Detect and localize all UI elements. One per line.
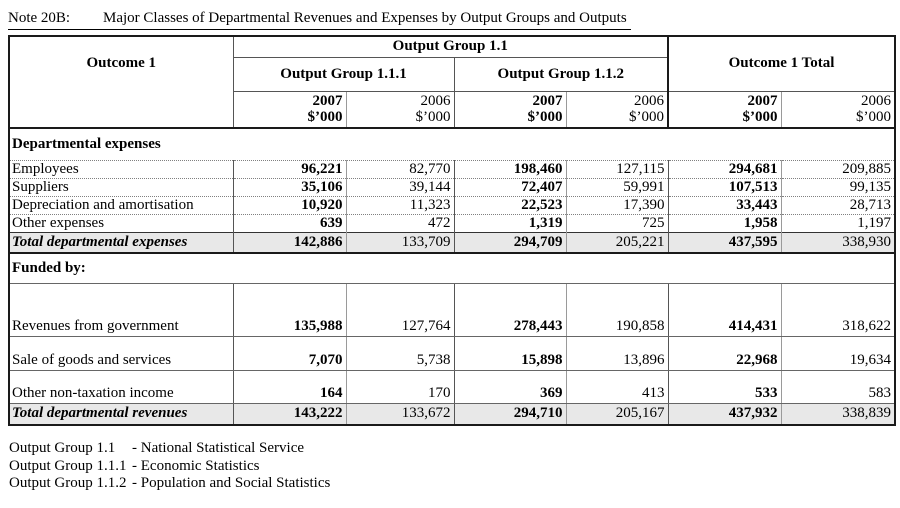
value-cell: 127,115	[566, 161, 668, 179]
value-cell: 22,523	[454, 197, 566, 215]
value-cell: 7,070	[233, 337, 346, 371]
value-cell: 127,764	[346, 284, 454, 337]
value-cell: 143,222	[233, 404, 346, 425]
footnote-label: Output Group 1.1.1	[9, 457, 127, 474]
value-cell: 82,770	[346, 161, 454, 179]
value-cell: 5,738	[346, 337, 454, 371]
table-row-other-expenses	[9, 215, 895, 233]
value-cell: 338,839	[781, 404, 895, 425]
value-cell: 209,885	[781, 161, 895, 179]
page-title	[8, 9, 631, 30]
year-header-cell	[781, 91, 895, 128]
header-subgroup-2: Output Group 1.1.2	[454, 57, 668, 91]
section-heading-funded-by: Funded by:	[9, 253, 895, 284]
value-cell: 472	[346, 215, 454, 233]
value-cell: 278,443	[454, 284, 566, 337]
year-label: 2006	[861, 92, 891, 109]
value-cell: 170	[346, 371, 454, 404]
footnote-text: - National Statistical Service	[132, 440, 305, 456]
footnote-label: Output Group 1.1.2	[9, 475, 127, 491]
value-cell: 72,407	[454, 179, 566, 197]
value-cell: 133,709	[346, 233, 454, 253]
row-label: Total departmental expenses	[9, 233, 233, 253]
value-cell: 414,431	[668, 284, 781, 337]
value-cell: 107,513	[668, 179, 781, 197]
value-cell: 639	[233, 215, 346, 233]
table-row-total-revenues	[9, 404, 895, 425]
value-cell: 1,958	[668, 215, 781, 233]
footnote-line	[9, 475, 330, 493]
table-row-other-non-taxation-income	[9, 371, 895, 404]
value-cell: 338,930	[781, 233, 895, 253]
year-label: 2007	[532, 92, 563, 109]
section-heading-expenses: Departmental expenses	[9, 128, 895, 161]
value-cell: 198,460	[454, 161, 566, 179]
unit-label: $’000	[527, 108, 563, 125]
value-cell: 133,672	[346, 404, 454, 425]
value-cell: 294,709	[454, 233, 566, 253]
table-row-suppliers	[9, 179, 895, 197]
year-header-cell	[346, 91, 454, 128]
value-cell: 413	[566, 371, 668, 404]
year-label: 2006	[634, 92, 664, 109]
value-cell: 205,167	[566, 404, 668, 425]
value-cell: 437,932	[668, 404, 781, 425]
value-cell: 13,896	[566, 337, 668, 371]
row-label: Other non-taxation income	[9, 371, 233, 404]
table-row-total-expenses	[9, 233, 895, 253]
value-cell: 725	[566, 215, 668, 233]
year-header-cell	[233, 91, 346, 128]
value-cell: 59,991	[566, 179, 668, 197]
footnote-line	[9, 458, 330, 476]
value-cell: 142,886	[233, 233, 346, 253]
value-cell: 15,898	[454, 337, 566, 371]
unit-label: $’000	[629, 108, 664, 125]
value-cell: 369	[454, 371, 566, 404]
row-label: Other expenses	[9, 215, 233, 233]
title-note: Note 20B:	[8, 10, 71, 26]
value-cell: 35,106	[233, 179, 346, 197]
value-cell: 437,595	[668, 233, 781, 253]
value-cell: 1,197	[781, 215, 895, 233]
header-row-group	[9, 36, 895, 57]
unit-label: $’000	[307, 108, 343, 125]
section-row-expenses	[9, 128, 895, 161]
title-text: Major Classes of Departmental Revenues and Expenses by Output Groups and Outputs	[103, 10, 627, 26]
value-cell: 39,144	[346, 179, 454, 197]
table-row-revenues-government	[9, 284, 895, 337]
table-row-employees	[9, 161, 895, 179]
table-row-depreciation	[9, 197, 895, 215]
unit-label: $’000	[856, 108, 891, 125]
row-label: Total departmental revenues	[9, 404, 233, 425]
unit-label: $’000	[415, 108, 451, 125]
value-cell: 135,988	[233, 284, 346, 337]
value-cell: 1,319	[454, 215, 566, 233]
value-cell: 164	[233, 371, 346, 404]
value-cell: 583	[781, 371, 895, 404]
footnote-text: - Economic Statistics	[132, 457, 260, 474]
row-label: Depreciation and amortisation	[9, 197, 233, 215]
row-label: Suppliers	[9, 179, 233, 197]
year-header-cell	[668, 91, 781, 128]
footnote-text: - Population and Social Statistics	[132, 475, 331, 491]
year-label: 2007	[747, 92, 778, 109]
value-cell: 318,622	[781, 284, 895, 337]
section-row-funded-by	[9, 253, 895, 284]
header-subgroup-1: Output Group 1.1.1	[233, 57, 454, 91]
value-cell: 19,634	[781, 337, 895, 371]
footnote-line	[9, 440, 330, 458]
value-cell: 28,713	[781, 197, 895, 215]
row-label: Employees	[9, 161, 233, 179]
value-cell: 22,968	[668, 337, 781, 371]
value-cell: 17,390	[566, 197, 668, 215]
value-cell: 190,858	[566, 284, 668, 337]
value-cell: 11,323	[346, 197, 454, 215]
year-label: 2006	[420, 92, 451, 109]
row-label: Revenues from government	[9, 284, 233, 337]
revenues-expenses-table	[8, 35, 896, 426]
header-outcome-total: Outcome 1 Total	[668, 36, 895, 91]
value-cell: 205,221	[566, 233, 668, 253]
value-cell: 533	[668, 371, 781, 404]
footnote-label: Output Group 1.1	[9, 440, 116, 456]
unit-label: $’000	[742, 108, 778, 125]
year-header-cell	[566, 91, 668, 128]
value-cell: 96,221	[233, 161, 346, 179]
value-cell: 294,710	[454, 404, 566, 425]
value-cell: 10,920	[233, 197, 346, 215]
footnotes	[9, 440, 330, 493]
value-cell: 294,681	[668, 161, 781, 179]
row-label: Sale of goods and services	[9, 337, 233, 371]
header-outcome: Outcome 1	[9, 36, 233, 128]
value-cell: 99,135	[781, 179, 895, 197]
header-output-group: Output Group 1.1	[233, 36, 668, 57]
year-label: 2007	[312, 92, 343, 109]
year-header-cell	[454, 91, 566, 128]
value-cell: 33,443	[668, 197, 781, 215]
table-row-sale-goods-services	[9, 337, 895, 371]
